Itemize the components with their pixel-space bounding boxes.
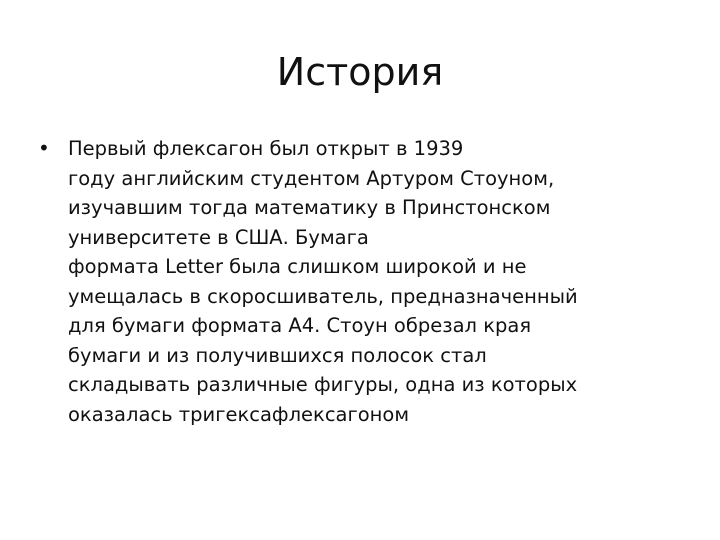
- text-line: складывать различные фигуры, одна из которых: [68, 373, 578, 396]
- text-line: году английским студентом Артуром Стоуном,: [68, 166, 555, 190]
- bullet-item: [38, 134, 678, 429]
- text-line: формата Letter была слишком широкой и не: [68, 255, 527, 278]
- text-line: оказалась тригексафлексагоном: [68, 402, 410, 426]
- slide-content: [38, 134, 678, 429]
- slide-title: История: [276, 50, 444, 94]
- text-line: Первый флексагон был открыт в 1939: [68, 137, 464, 160]
- bullet-text: [68, 134, 678, 429]
- text-line: изучавшим тогда математику в Принстонском: [68, 196, 551, 219]
- text-line: бумаги и из получившихся полосок стал: [68, 343, 487, 367]
- text-line: университете в США. Бумага: [68, 225, 369, 249]
- bullet-dot-icon: •: [38, 136, 50, 160]
- text-line: для бумаги формата А4. Стоун обрезал края: [68, 314, 532, 337]
- text-line: умещалась в скоросшиватель, предназначенный: [68, 284, 578, 308]
